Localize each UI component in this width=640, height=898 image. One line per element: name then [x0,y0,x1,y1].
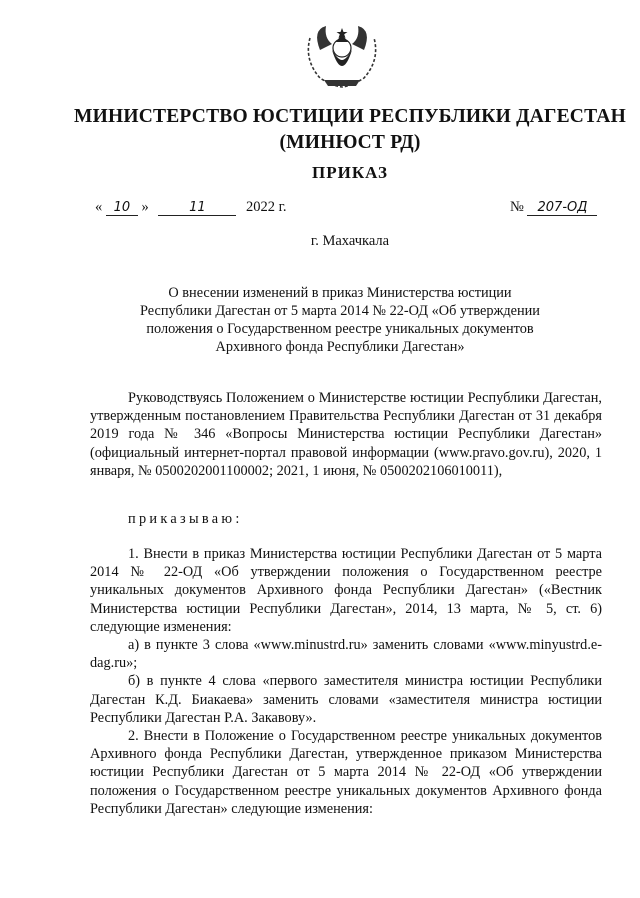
preamble-paragraph: Руководствуясь Положением о Министерстве юстиции Республики Дагестан, утвержденным постановлением Правительства Республики Дагестан от 31 декабря 2019 года № 346 «Вопросы Министерства юстиции Республики Дагестан» (официальный интернет-портал правовой информации (www.pravo.gov.ru), 2020, 1 января, № 0500202001100002; 2021, 1 июня, № 0500202106010011), [90,390,602,479]
item-1: 1. Внести в приказ Министерства юстиции Республики Дагестан от 5 марта 2014 № 22-ОД «Об утверждении положения о Государственном реестре уникальных документов Архивного фонда Республики Дагестан» («Вестник Министерства юстиции Республики Дагестан», 2014, 13 марта, № 5, ст. 6) следующие изменения: [90,546,602,635]
subject-line: положения о Государственном реестре уникальных документов [146,321,534,337]
subject-line: Архивного фонда Республики Дагестан» [215,339,465,355]
item-1a: а) в пункте 3 слова «www.minustrd.ru» заменить словами «www.minyustrd.e-dag.ru»; [90,637,602,672]
order-number [510,199,597,216]
date-close-quote: » [141,199,149,215]
order-subject [120,284,560,356]
date-year: 2022 г. [246,199,287,215]
date-day: 10 [106,200,138,216]
order-items [90,545,602,818]
order-title: ПРИКАЗ [312,163,388,182]
subject-line: О внесении изменений в приказ Министерства юстиции [168,285,512,301]
preamble-block [90,389,602,480]
item-1b: б) в пункте 4 слова «первого заместителя министра юстиции Республики Дагестан К.Д. Биакаева» заменить словами «заместителя министра юстиции Республики Дагестан Р.А. Закавову». [90,673,602,726]
order-date [95,199,287,216]
number-prefix: № [510,199,524,215]
ministry-abbreviation: (МИНЮСТ РД) [279,132,421,153]
number-value: 207-ОД [527,200,597,216]
city: г. Махачкала [310,233,390,249]
date-month: 11 [158,200,236,216]
prikazyvayu-block [90,510,602,528]
date-open-quote: « [95,199,103,215]
dagestan-coat-of-arms-icon [302,20,382,90]
item-2: 2. Внести в Положение о Государственном реестре уникальных документов Архивного фонда Республики Дагестан, утвержденное приказом Министерства юстиции Республики Дагестан от 5 марта 2014 № 22-ОД «Об утверждении положения о Государственном реестре уникальных документов Архивного фонда Республики Дагестан» следующие изменения: [90,728,602,817]
prikazyvayu-word: приказываю: [128,511,243,527]
ministry-name: МИНИСТЕРСТВО ЮСТИЦИИ РЕСПУБЛИКИ ДАГЕСТАН [74,106,626,127]
subject-line: Республики Дагестан от 5 марта 2014 № 22-ОД «Об утверждении [140,303,540,319]
